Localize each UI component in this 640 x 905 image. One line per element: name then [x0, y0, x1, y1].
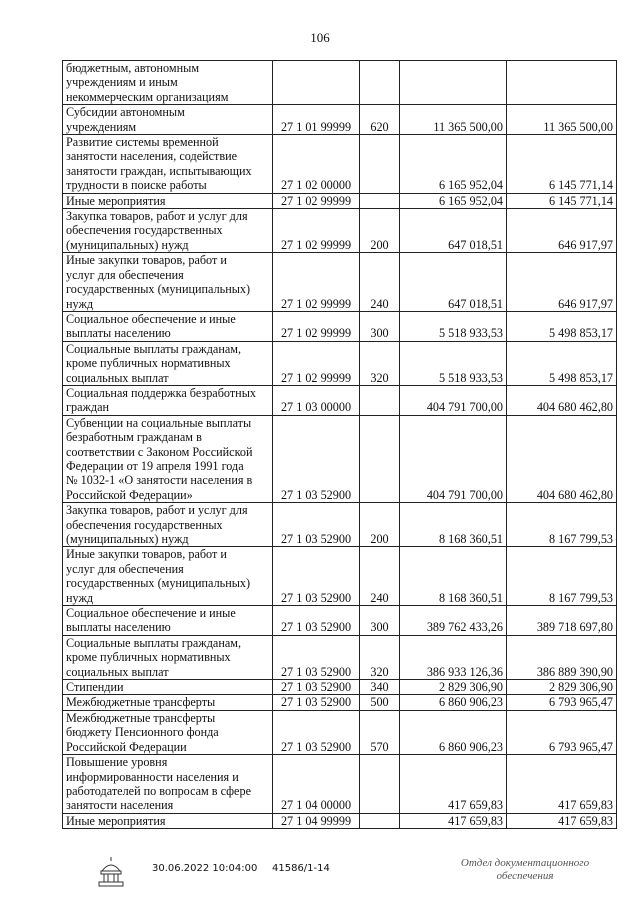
target-code-cell: 27 1 02 99999	[273, 311, 360, 341]
expense-name-cell	[63, 341, 273, 385]
expense-name-line: Российской Федерации»	[66, 487, 193, 502]
expense-name-line: учреждениям и иным	[66, 75, 178, 90]
expense-name-cell	[63, 135, 273, 194]
expense-name-line: граждан	[66, 400, 110, 415]
expense-name-cell	[63, 61, 273, 105]
table-row	[63, 385, 617, 415]
target-code-cell: 27 1 03 52900	[273, 415, 360, 502]
target-code-cell: 27 1 02 99999	[273, 253, 360, 312]
expense-type-cell: 200	[360, 209, 400, 253]
target-code-cell: 27 1 04 99999	[273, 813, 360, 828]
planned-amount-cell: 6 860 906,23	[400, 695, 507, 710]
expense-name-line: Межбюджетные трансферты	[66, 710, 216, 725]
expense-name-line: трудности в поиске работы	[66, 178, 207, 193]
footer-datetime: 30.06.2022 10:04:00	[152, 863, 258, 874]
executed-amount-cell: 5 498 853,17	[507, 341, 617, 385]
planned-amount-cell: 647 018,51	[400, 209, 507, 253]
planned-amount-cell: 6 165 952,04	[400, 135, 507, 194]
expense-name-cell	[63, 695, 273, 710]
expense-name-line: занятости населения, содействие	[66, 149, 238, 164]
target-code-cell: 27 1 02 99999	[273, 193, 360, 208]
expense-type-cell	[360, 813, 400, 828]
expense-name-line: услуг для обеспечения	[66, 561, 184, 576]
expense-name-cell	[63, 503, 273, 547]
expense-name-line: Социальное обеспечение и иные	[66, 606, 236, 621]
executed-amount-cell: 11 365 500,00	[507, 105, 617, 135]
planned-amount-cell: 417 659,83	[400, 813, 507, 828]
table-row	[63, 755, 617, 814]
target-code-cell: 27 1 03 52900	[273, 547, 360, 606]
expense-name-cell	[63, 680, 273, 695]
table-row	[63, 415, 617, 502]
expense-name-cell	[63, 813, 273, 828]
expense-name-cell	[63, 385, 273, 415]
expense-name-cell	[63, 311, 273, 341]
expense-name-line: нужд	[66, 296, 94, 311]
target-code-cell: 27 1 03 52900	[273, 635, 360, 679]
expense-name-line: работодателей по вопросам в сфере	[66, 783, 251, 798]
table-row	[63, 635, 617, 679]
target-code-cell: 27 1 03 52900	[273, 710, 360, 754]
expense-type-cell: 620	[360, 105, 400, 135]
expense-type-cell: 320	[360, 341, 400, 385]
expense-name-line: государственных (муниципальных)	[66, 282, 251, 297]
expense-name-line: Российской Федерации	[66, 739, 187, 754]
target-code-cell	[273, 61, 360, 105]
table-row	[63, 135, 617, 194]
emblem-icon	[96, 855, 126, 889]
expense-name-cell	[63, 547, 273, 606]
expense-name-line: соответствии с Законом Российской	[66, 444, 253, 459]
target-code-cell: 27 1 03 52900	[273, 503, 360, 547]
planned-amount-cell: 404 791 700,00	[400, 385, 507, 415]
expense-name-line: Субвенции на социальные выплаты	[66, 415, 252, 430]
expense-name-cell	[63, 415, 273, 502]
target-code-cell: 27 1 02 00000	[273, 135, 360, 194]
budget-table	[62, 60, 617, 829]
target-code-cell: 27 1 02 99999	[273, 341, 360, 385]
expense-name-line: Социальная поддержка безработных	[66, 385, 256, 400]
expense-name-line: социальных выплат	[66, 664, 169, 679]
expense-type-cell: 200	[360, 503, 400, 547]
planned-amount-cell: 11 365 500,00	[400, 105, 507, 135]
expense-name-line: выплаты населению	[66, 620, 171, 635]
expense-type-cell: 240	[360, 253, 400, 312]
expense-name-line: (муниципальных) нужд	[66, 532, 189, 546]
planned-amount-cell: 5 518 933,53	[400, 311, 507, 341]
expense-type-cell: 300	[360, 311, 400, 341]
table-row	[63, 311, 617, 341]
table-row	[63, 341, 617, 385]
expense-name-line: (муниципальных) нужд	[66, 237, 189, 252]
target-code-cell: 27 1 03 52900	[273, 606, 360, 636]
expense-name-line: Социальное обеспечение и иные	[66, 311, 236, 326]
executed-amount-cell: 6 145 771,14	[507, 193, 617, 208]
table-row	[63, 710, 617, 754]
expense-name-cell	[63, 193, 273, 208]
expense-name-cell	[63, 105, 273, 135]
expense-name-line: Иные мероприятия	[66, 193, 166, 208]
executed-amount-cell: 6 145 771,14	[507, 135, 617, 194]
planned-amount-cell: 389 762 433,26	[400, 606, 507, 636]
executed-amount-cell: 386 889 390,90	[507, 635, 617, 679]
expense-name-line: Повышение уровня	[66, 755, 168, 770]
planned-amount-cell: 2 829 306,90	[400, 680, 507, 695]
expense-type-cell	[360, 193, 400, 208]
table-row	[63, 606, 617, 636]
planned-amount-cell: 5 518 933,53	[400, 341, 507, 385]
expense-name-line: занятости населения	[66, 798, 174, 813]
expense-name-line: Социальные выплаты гражданам,	[66, 635, 242, 650]
expense-name-cell	[63, 253, 273, 312]
page-number: 106	[310, 30, 330, 45]
expense-name-line: Иные мероприятия	[66, 813, 166, 828]
executed-amount-cell: 8 167 799,53	[507, 503, 617, 547]
department-stamp	[440, 857, 610, 883]
expense-type-cell	[360, 135, 400, 194]
planned-amount-cell	[400, 61, 507, 105]
expense-name-line: бюджету Пенсионного фонда	[66, 725, 219, 740]
expense-name-line: занятости граждан, испытывающих	[66, 163, 252, 178]
expense-name-line: Стипендии	[66, 680, 124, 695]
executed-amount-cell: 404 680 462,80	[507, 415, 617, 502]
table-row	[63, 503, 617, 547]
target-code-cell: 27 1 03 00000	[273, 385, 360, 415]
expense-name-line: Развитие системы временной	[66, 135, 219, 150]
target-code-cell: 27 1 03 52900	[273, 695, 360, 710]
expense-name-line: Закупка товаров, работ и услуг для	[66, 503, 248, 518]
expense-name-line: Субсидии автономным	[66, 105, 185, 120]
expense-type-cell: 340	[360, 680, 400, 695]
planned-amount-cell: 417 659,83	[400, 755, 507, 814]
table-row	[63, 813, 617, 828]
executed-amount-cell: 417 659,83	[507, 755, 617, 814]
planned-amount-cell: 647 018,51	[400, 253, 507, 312]
expense-name-line: кроме публичных нормативных	[66, 650, 231, 665]
executed-amount-cell: 2 829 306,90	[507, 680, 617, 695]
executed-amount-cell: 646 917,97	[507, 253, 617, 312]
executed-amount-cell: 6 793 965,47	[507, 695, 617, 710]
expense-name-line: Социальные выплаты гражданам,	[66, 341, 242, 356]
stamp-line-1: Отдел документационного	[460, 857, 590, 869]
target-code-cell: 27 1 03 52900	[273, 680, 360, 695]
executed-amount-cell: 417 659,83	[507, 813, 617, 828]
executed-amount-cell: 389 718 697,80	[507, 606, 617, 636]
expense-name-line: государственных (муниципальных)	[66, 576, 251, 591]
expense-name-cell	[63, 606, 273, 636]
footer-document-number: 41586/1-14	[272, 863, 330, 874]
expense-name-cell	[63, 635, 273, 679]
expense-type-cell	[360, 385, 400, 415]
expense-name-line: учреждениям	[66, 119, 137, 134]
expense-type-cell: 300	[360, 606, 400, 636]
table-row	[63, 209, 617, 253]
expense-name-line: нужд	[66, 590, 94, 605]
executed-amount-cell	[507, 61, 617, 105]
expense-name-line: Федерации от 19 апреля 1991 года	[66, 458, 244, 473]
executed-amount-cell: 646 917,97	[507, 209, 617, 253]
expense-name-line: услуг для обеспечения	[66, 267, 184, 282]
expense-name-line: обеспечения государственных	[66, 517, 223, 532]
planned-amount-cell: 6 860 906,23	[400, 710, 507, 754]
planned-amount-cell: 6 165 952,04	[400, 193, 507, 208]
expense-name-line: бюджетным, автономным	[66, 61, 200, 75]
expense-name-line: некоммерческим организациям	[66, 89, 229, 104]
table-row	[63, 695, 617, 710]
expense-type-cell	[360, 755, 400, 814]
expense-type-cell: 570	[360, 710, 400, 754]
executed-amount-cell: 8 167 799,53	[507, 547, 617, 606]
expense-name-line: Закупка товаров, работ и услуг для	[66, 209, 248, 224]
expense-name-line: выплаты населению	[66, 326, 171, 341]
expense-name-line: обеспечения государственных	[66, 223, 223, 238]
table-row	[63, 680, 617, 695]
expense-type-cell: 500	[360, 695, 400, 710]
expense-name-cell	[63, 710, 273, 754]
executed-amount-cell: 404 680 462,80	[507, 385, 617, 415]
table-row	[63, 547, 617, 606]
target-code-cell: 27 1 04 00000	[273, 755, 360, 814]
table-row	[63, 105, 617, 135]
executed-amount-cell: 6 793 965,47	[507, 710, 617, 754]
expense-name-line: кроме публичных нормативных	[66, 356, 231, 371]
table-row	[63, 61, 617, 105]
table-row	[63, 253, 617, 312]
budget-table-body	[63, 61, 617, 829]
expense-name-line: Межбюджетные трансферты	[66, 695, 216, 710]
planned-amount-cell: 8 168 360,51	[400, 547, 507, 606]
table-row	[63, 193, 617, 208]
stamp-line-2: обеспечения	[496, 870, 554, 882]
expense-type-cell	[360, 415, 400, 502]
expense-name-line: безработным гражданам в	[66, 430, 202, 445]
expense-name-line: Иные закупки товаров, работ и	[66, 547, 227, 562]
planned-amount-cell: 404 791 700,00	[400, 415, 507, 502]
expense-type-cell: 240	[360, 547, 400, 606]
expense-name-cell	[63, 209, 273, 253]
expense-name-cell	[63, 755, 273, 814]
expense-name-line: информированности населения и	[66, 769, 239, 784]
planned-amount-cell: 8 168 360,51	[400, 503, 507, 547]
expense-type-cell: 320	[360, 635, 400, 679]
expense-name-line: Иные закупки товаров, работ и	[66, 253, 227, 268]
target-code-cell: 27 1 02 99999	[273, 209, 360, 253]
planned-amount-cell: 386 933 126,36	[400, 635, 507, 679]
document-footer	[0, 855, 640, 895]
expense-name-line: социальных выплат	[66, 370, 169, 385]
executed-amount-cell: 5 498 853,17	[507, 311, 617, 341]
expense-name-line: № 1032-1 «О занятости населения в	[66, 473, 253, 488]
expense-type-cell	[360, 61, 400, 105]
target-code-cell: 27 1 01 99999	[273, 105, 360, 135]
